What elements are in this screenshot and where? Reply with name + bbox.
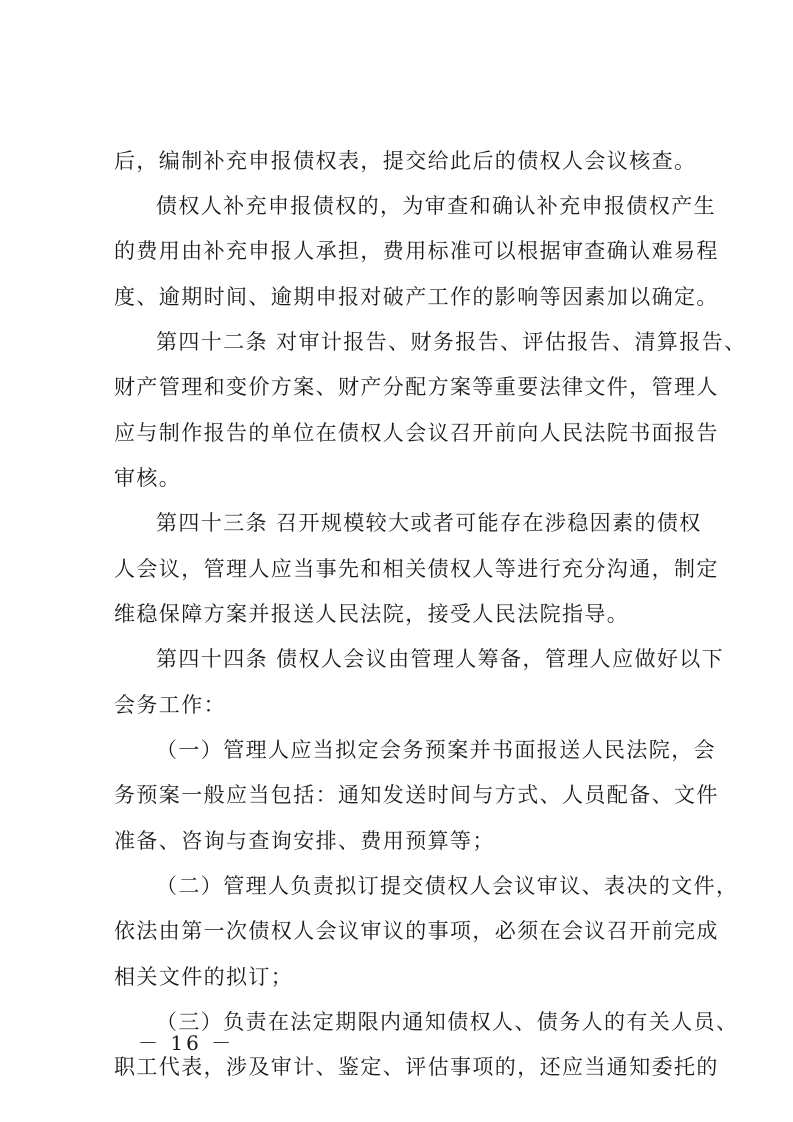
text-line: 的费用由补充申报人承担，费用标准可以根据审查确认难易程 <box>114 239 719 263</box>
list-item-2-line: （二）管理人负责拟订提交债权人会议审议、表决的文件， <box>156 874 739 898</box>
text-line: 后，编制补充申报债权表，提交给此后的债权人会议核查。 <box>114 149 697 173</box>
text-line: 人会议，管理人应当事先和相关债权人等进行充分沟通，制定 <box>114 557 719 581</box>
text-line: 务预案一般应当包括：通知发送时间与方式、人员配备、文件 <box>114 783 719 807</box>
text-line: 准备、咨询与查询安排、费用预算等； <box>114 829 495 853</box>
text-line: 应与制作报告的单位在债权人会议召开前向人民法院书面报告 <box>114 421 719 445</box>
article-43-line: 第四十三条 召开规模较大或者可能存在涉稳因素的债权 <box>156 511 702 535</box>
article-42-line: 第四十二条 对审计报告、财务报告、评估报告、清算报告、 <box>156 330 747 354</box>
page-number: － 16 － <box>138 1031 235 1055</box>
text-line: 相关文件的拟订； <box>114 965 294 989</box>
text-line: 依法由第一次债权人会议审议的事项，必须在会议召开前完成 <box>114 919 719 943</box>
text-line: 会务工作： <box>114 693 226 717</box>
text-line: 度、逾期时间、逾期申报对破产工作的影响等因素加以确定。 <box>114 285 719 309</box>
text-line: 维稳保障方案并报送人民法院，接受人民法院指导。 <box>114 602 630 626</box>
article-44-line: 第四十四条 债权人会议由管理人筹备，管理人应做好以下 <box>156 647 725 671</box>
text-line: 审核。 <box>114 466 182 490</box>
list-item-3-line: （三）负责在法定期限内通知债权人、债务人的有关人员、 <box>156 1010 739 1034</box>
paragraph-start-line: 债权人补充申报债权的，为审查和确认补充申报债权产生 <box>156 194 716 218</box>
list-item-1-line: （一）管理人应当拟定会务预案并书面报送人民法院，会 <box>156 738 716 762</box>
text-line: 财产管理和变价方案、财产分配方案等重要法律文件，管理人 <box>114 375 719 399</box>
text-line: 职工代表，涉及审计、鉴定、评估事项的，还应当通知委托的 <box>114 1055 719 1079</box>
